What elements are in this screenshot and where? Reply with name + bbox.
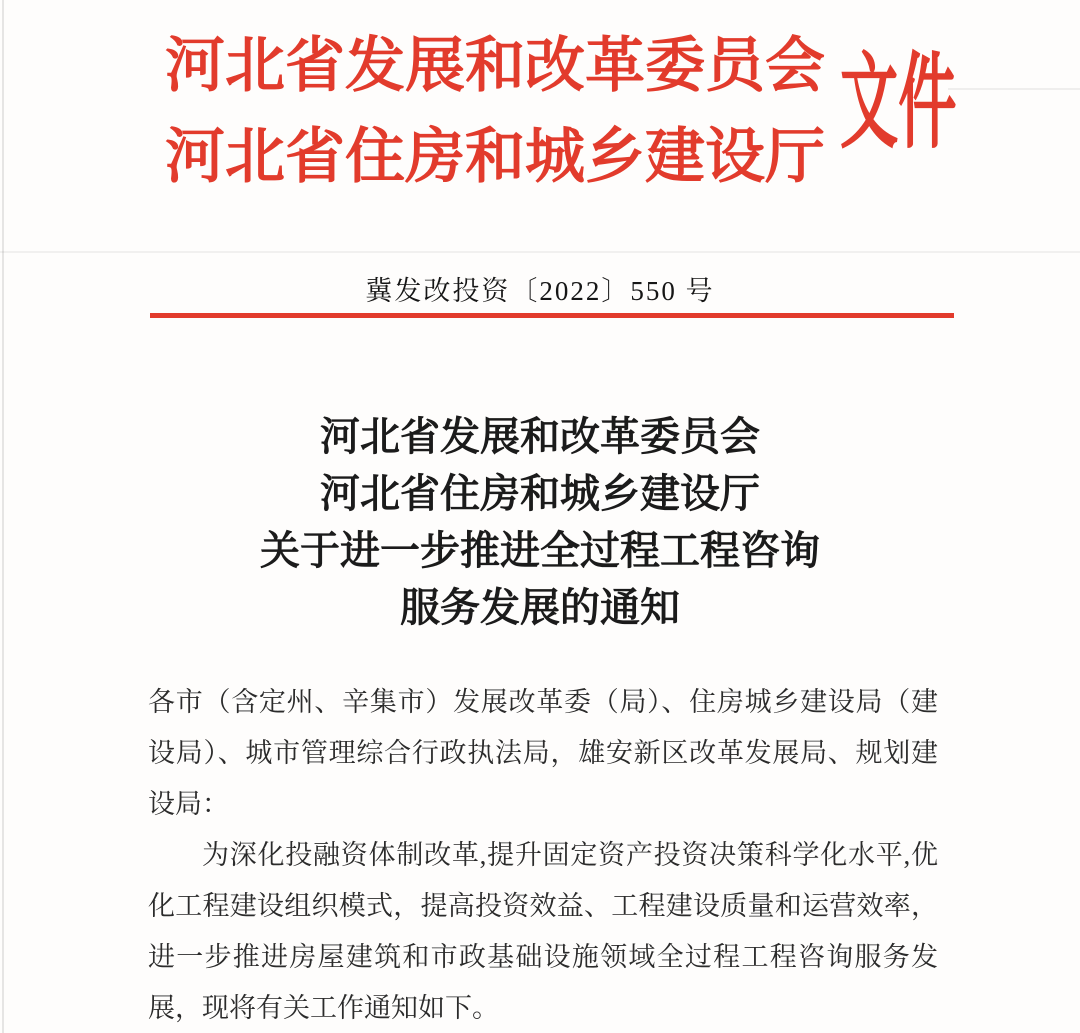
scan-artifact-line (948, 88, 1080, 90)
title-line-4: 服务发展的通知 (400, 585, 680, 630)
title-line-1: 河北省发展和改革委员会 (320, 414, 760, 459)
red-separator-rule (150, 313, 954, 318)
letterhead-agencies (150, 21, 840, 203)
scan-artifact-line (0, 251, 1080, 253)
document-reference-number: 冀发改投资〔2022〕550 号 (365, 276, 715, 306)
letterhead-agency-line-1: 河北省发展和改革委员会 (165, 33, 825, 99)
document-title (0, 408, 1080, 636)
title-line-2: 河北省住房和城乡建设厅 (320, 471, 760, 516)
intro-paragraph: 为深化投融资体制改革,提升固定资产投资决策科学化水平,优化工程建设组织模式，提高投资效益、工程建设质量和运营效率，进一步推进房屋建筑和市政基础设施领域全过程工程咨询服务发展，现将有关工作通知如下。 (148, 840, 938, 1023)
document-body (148, 677, 938, 1033)
addressees-paragraph: 各市（含定州、辛集市）发展改革委（局）、住房城乡建设局（建设局）、城市管理综合行政执法局，雄安新区改革发展局、规划建设局： (148, 687, 938, 819)
title-line-3: 关于进一步推进全过程工程咨询 (260, 528, 820, 573)
letterhead-agency-line-2: 河北省住房和城乡建设厅 (165, 124, 825, 190)
letterhead-file-label: 文件 (840, 46, 957, 161)
